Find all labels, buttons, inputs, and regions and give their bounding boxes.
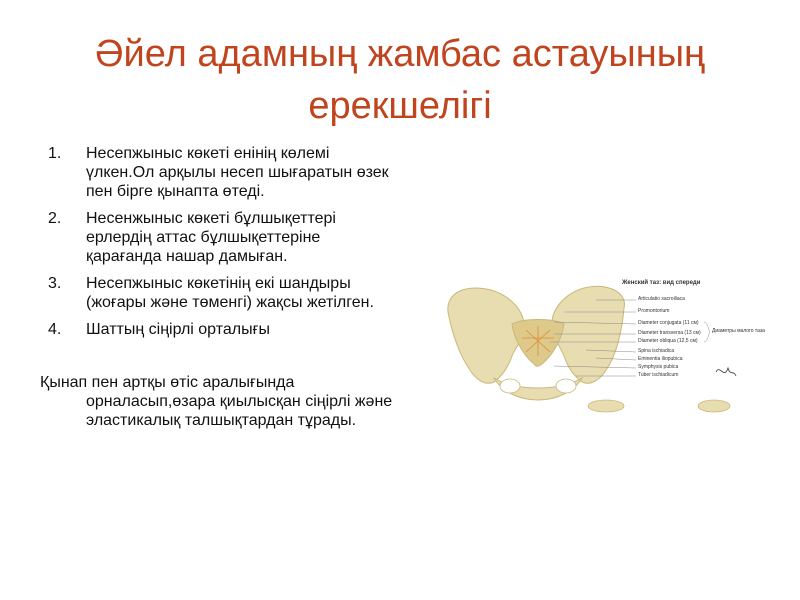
figure-label: Promontorium <box>638 308 670 314</box>
figure-label: Tuber ischiadicum <box>638 372 679 378</box>
list-text: Несепжыныс көкеті енінің көлемі үлкен.Ол арқылы несеп шығаратын өзек пен бірге қынапта өтеді. <box>86 145 389 200</box>
figure-caption: Женский таз: вид спереди <box>622 280 701 286</box>
figure-side-label: Диаметры малого таза <box>712 328 765 334</box>
figure-label: Diameter obliqua (12,5 см) <box>638 338 698 344</box>
list-item <box>40 320 390 339</box>
list-item <box>40 144 390 201</box>
pelvis-illustration <box>446 272 765 405</box>
list-text: Несенжыныс көкеті бұлшықеттері ерлердің аттас бұлшықеттеріне қарағанда нашар дамыған. <box>86 210 336 265</box>
list-item <box>40 274 390 312</box>
list-item <box>40 209 390 266</box>
figure-label: Symphysis pubica <box>638 364 679 370</box>
list-number: 2. <box>48 210 62 227</box>
figure-label: Articulatio sacroiliaca <box>638 296 685 302</box>
description-paragraph: Қынап пен артқы өтіс аралығында орналасып,өзара қиылысқан сіңірлі және эластикалық талшықтардан тұрады. <box>40 374 393 429</box>
list-number: 1. <box>48 145 62 162</box>
list-number: 3. <box>48 275 62 292</box>
list-text: Несепжыныс көкетінің екі шандыры (жоғары және төменгі) жақсы жетілген. <box>86 275 374 311</box>
figure-label: Diameter conjugata (11 см) <box>638 320 699 326</box>
slide-title: Әйел адамның жамбас астауының ерекшелігі <box>94 33 706 127</box>
list-number: 4. <box>48 321 62 338</box>
figure-label: Spina ischiadica <box>638 348 675 354</box>
figure-label: Diameter transversa (13 см) <box>638 330 701 336</box>
figure-label: Eminentia iliopubica <box>638 356 683 362</box>
list-text: Шаттың сіңірлі орталығы <box>86 321 270 338</box>
pelvis-drawing <box>446 272 744 405</box>
feature-list <box>40 144 390 347</box>
